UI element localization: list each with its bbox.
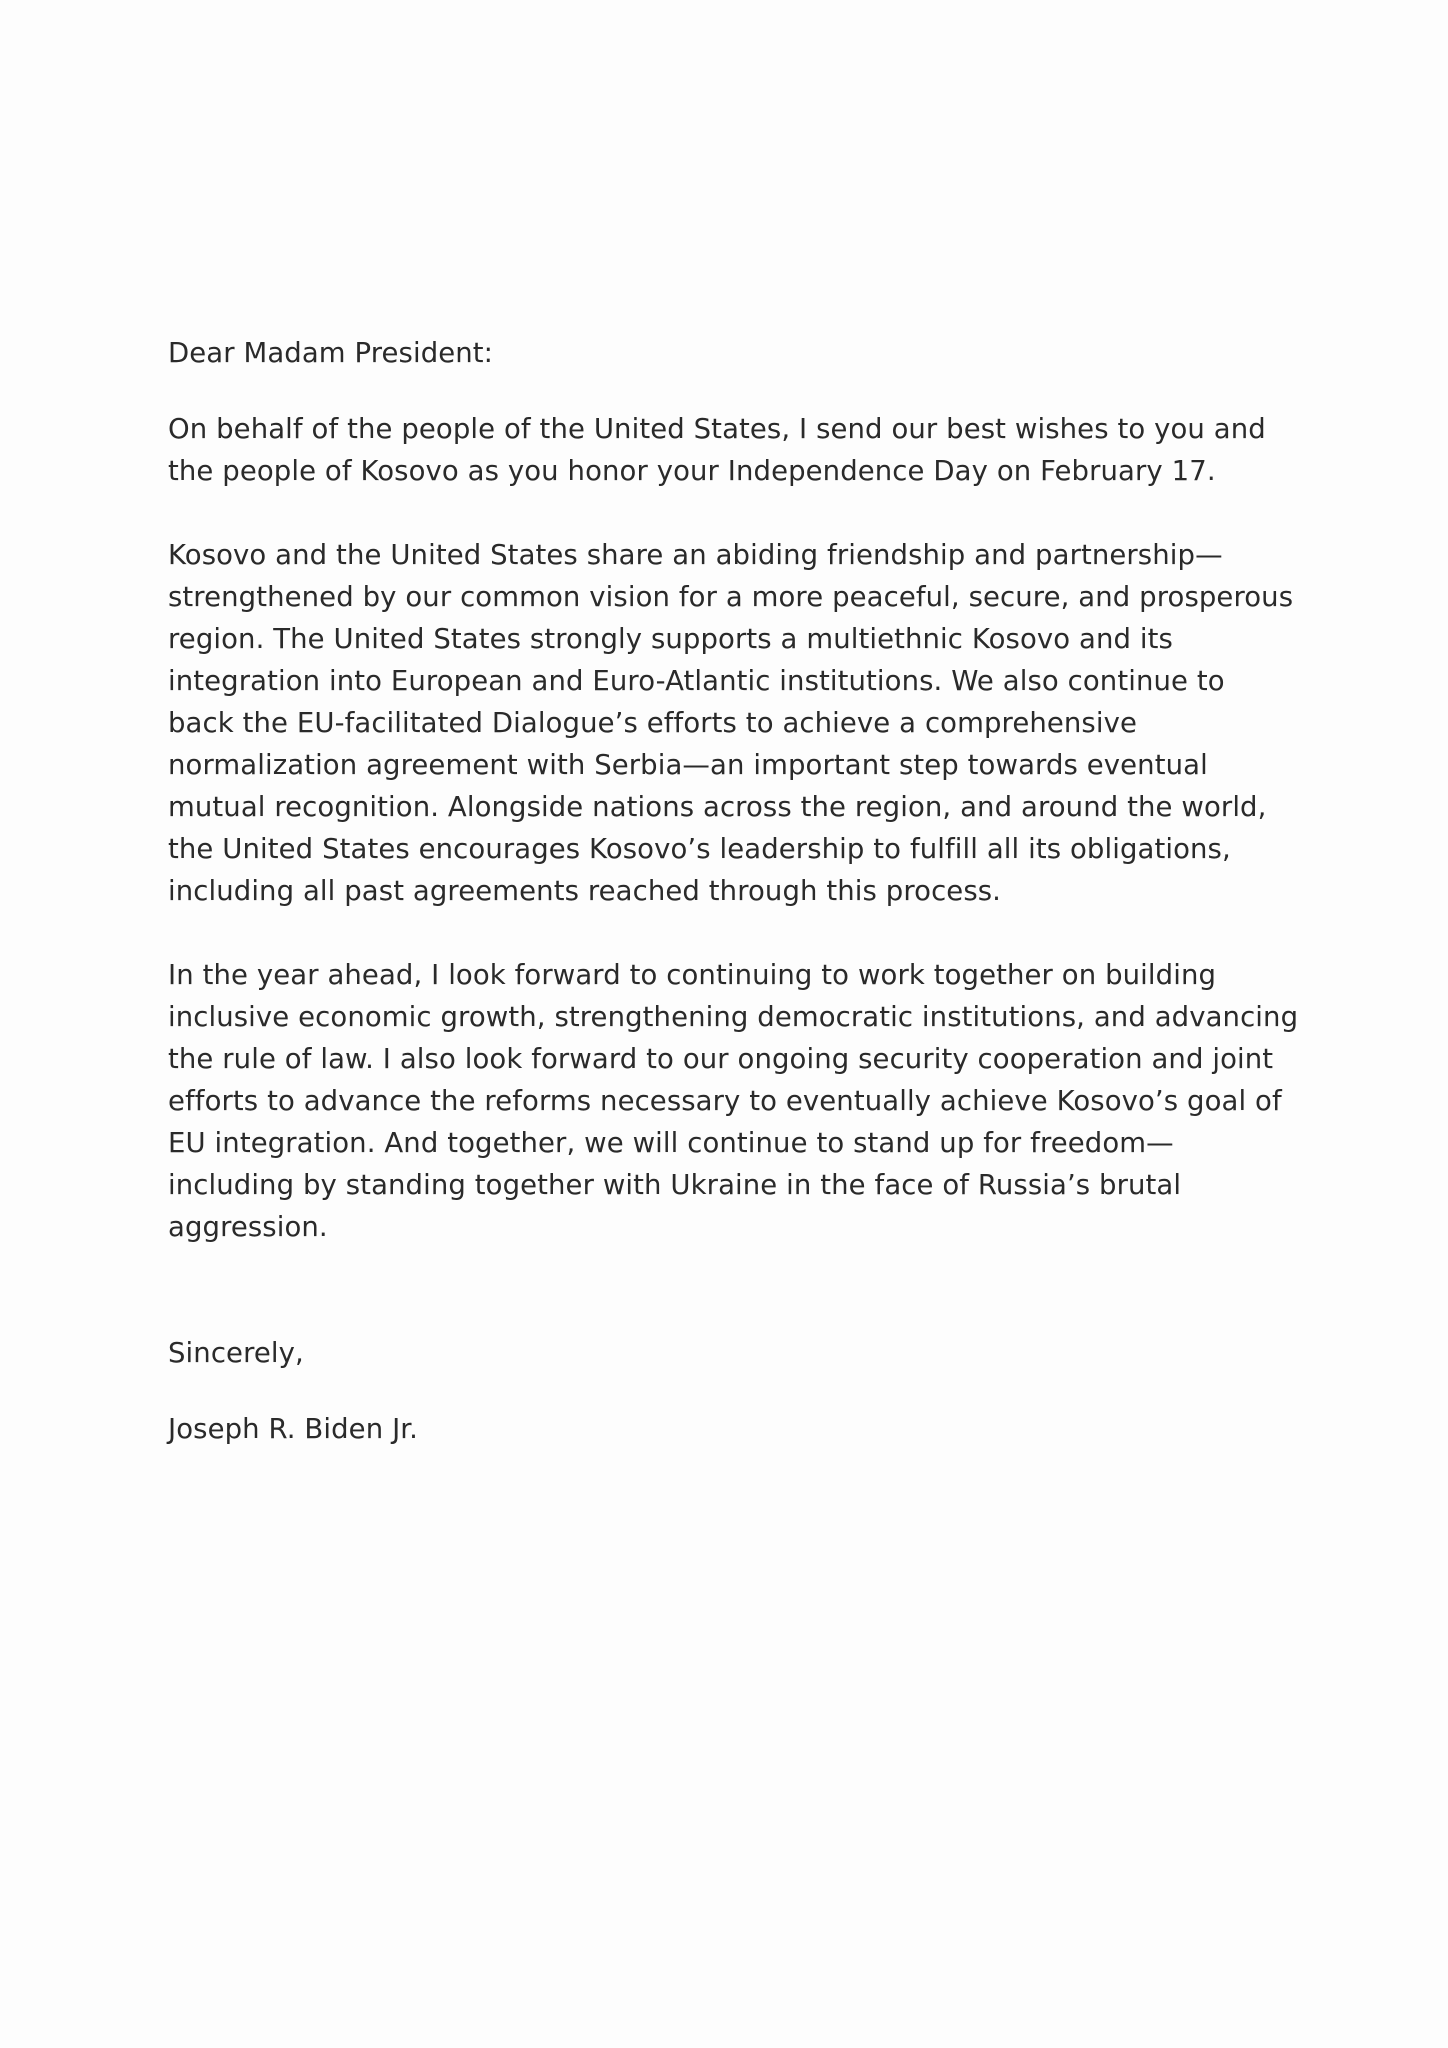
paragraph-line: On behalf of the people of the United States, I send our best wishes to you and — [168, 413, 1266, 445]
letter-body — [168, 332, 1308, 1450]
paragraph-line: inclusive economic growth, strengthening democratic institutions, and advancing — [168, 1001, 1299, 1033]
paragraph-line: efforts to advance the reforms necessary to eventually achieve Kosovo’s goal of — [168, 1085, 1282, 1117]
paragraph-line: strengthened by our common vision for a more peaceful, secure, and prosperous — [168, 581, 1294, 613]
paragraph-line: normalization agreement with Serbia—an important step towards eventual — [168, 749, 1208, 781]
salutation: Dear Madam President: — [168, 337, 494, 369]
paragraph-line: the United States encourages Kosovo’s leadership to fulfill all its obligations, — [168, 833, 1231, 865]
paragraph-2 — [168, 534, 1308, 912]
paragraph-line: Kosovo and the United States share an abiding friendship and partnership— — [168, 539, 1223, 571]
paragraph-line: including all past agreements reached through this process. — [168, 875, 1002, 907]
paragraph-line: back the EU-facilitated Dialogue’s efforts to achieve a comprehensive — [168, 707, 1137, 739]
closing: Sincerely, — [168, 1337, 304, 1369]
paragraph-line: EU integration. And together, we will continue to stand up for freedom— — [168, 1127, 1174, 1159]
paragraph-line: integration into European and Euro-Atlantic institutions. We also continue to — [168, 665, 1225, 697]
paragraph-line: the rule of law. I also look forward to our ongoing security cooperation and joint — [168, 1043, 1274, 1075]
paragraph-1 — [168, 408, 1308, 492]
signature-name: Joseph R. Biden Jr. — [168, 1413, 419, 1445]
paragraph-line: In the year ahead, I look forward to continuing to work together on building — [168, 959, 1217, 991]
paragraph-line: aggression. — [168, 1211, 328, 1243]
paragraph-line: the people of Kosovo as you honor your Independence Day on February 17. — [168, 455, 1216, 487]
paragraph-line: including by standing together with Ukraine in the face of Russia’s brutal — [168, 1169, 1182, 1201]
paragraph-line: mutual recognition. Alongside nations across the region, and around the world, — [168, 791, 1267, 823]
paragraph-line: region. The United States strongly supports a multiethnic Kosovo and its — [168, 623, 1173, 655]
paragraph-3 — [168, 954, 1308, 1248]
